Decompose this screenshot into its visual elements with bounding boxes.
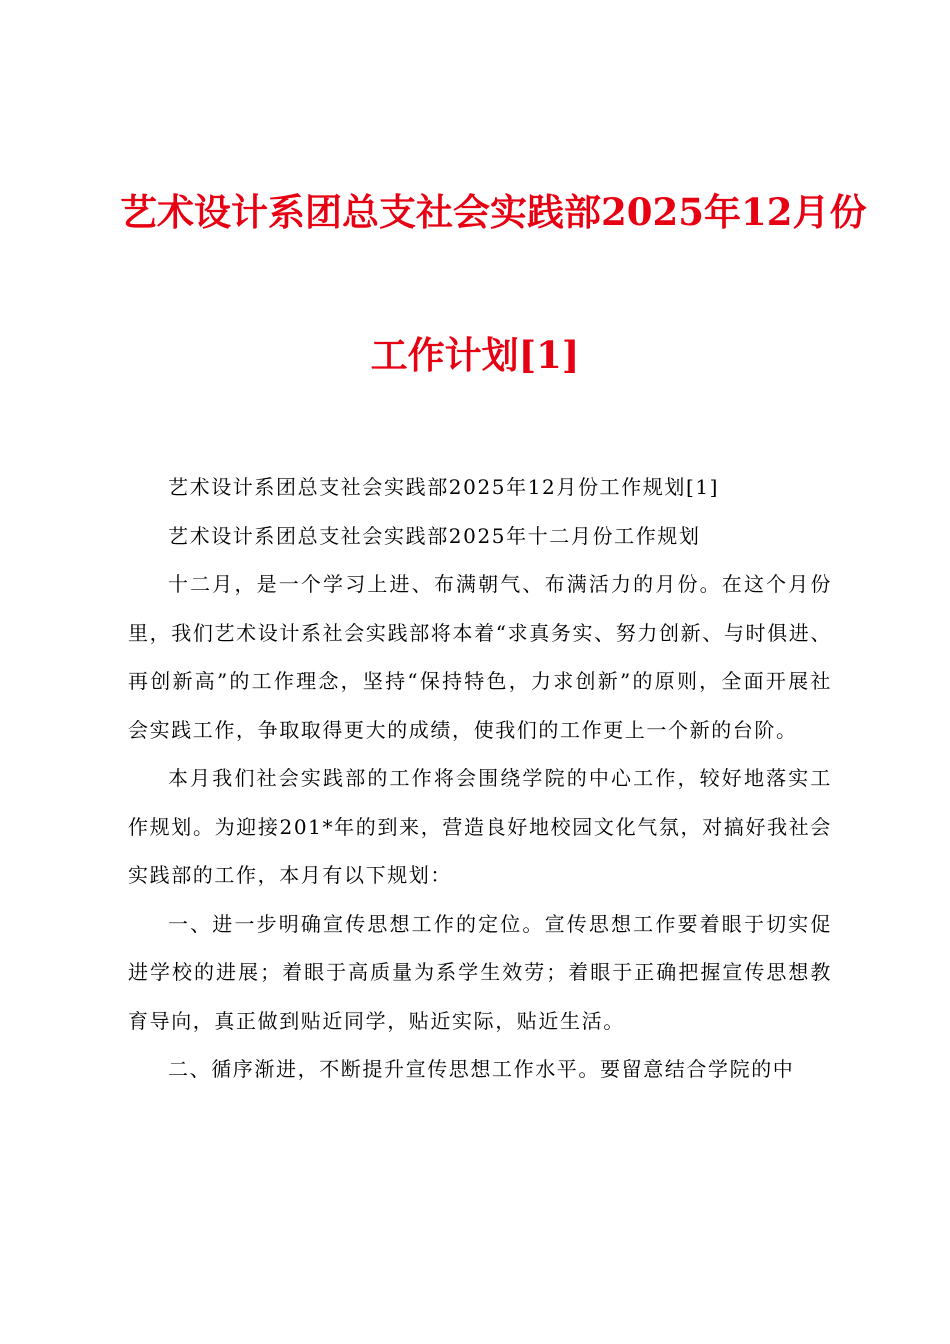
document-title-line-1: 艺术设计系团总支社会实践部2025年12月份 bbox=[120, 190, 867, 234]
document-title-line-2: 工作计划[1] bbox=[370, 333, 580, 377]
document-body bbox=[128, 463, 832, 1094]
body-paragraph: 本月我们社会实践部的工作将会围绕学院的中心工作，较好地落实工作规划。为迎接201*年的到来，营造良好地校园文化气氛，对搞好我社会实践部的工作，本月有以下规划： bbox=[128, 766, 832, 887]
body-paragraph: 十二月，是一个学习上进、布满朝气、布满活力的月份。在这个月份里，我们艺术设计系社会实践部将本着“求真务实、努力创新、与时俱进、再创新高”的工作理念，坚持“保持特色，力求创新”的原则，全面开展社会实践工作，争取取得更大的成绩，使我们的工作更上一个新的台阶。 bbox=[128, 572, 832, 742]
body-paragraph: 二、循序渐进，不断提升宣传思想工作水平。要留意结合学院的中 bbox=[168, 1057, 795, 1081]
body-paragraph: 艺术设计系团总支社会实践部2025年十二月份工作规划 bbox=[168, 523, 701, 548]
body-paragraph: 一、进一步明确宣传思想工作的定位。宣传思想工作要着眼于切实促进学校的进展；着眼于高质量为系学生效劳；着眼于正确把握宣传思想教育导向，真正做到贴近同学，贴近实际，贴近生活。 bbox=[128, 911, 832, 1033]
body-paragraph: 艺术设计系团总支社会实践部2025年12月份工作规划[1] bbox=[168, 475, 720, 499]
